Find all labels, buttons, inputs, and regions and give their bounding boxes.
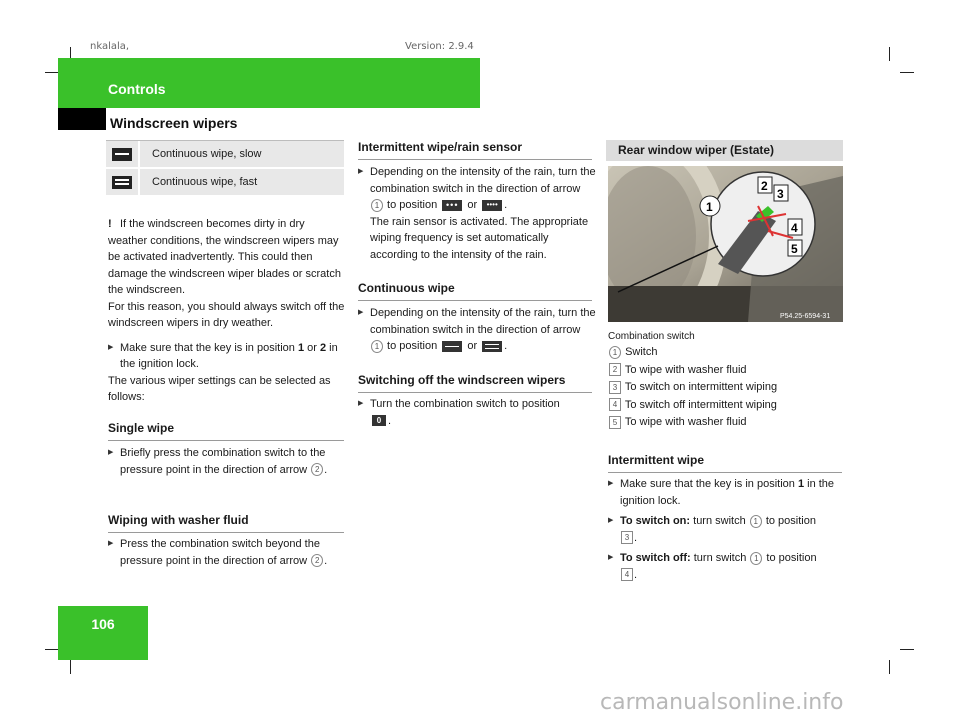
wipe-settings-table (106, 140, 344, 197)
table-row (106, 169, 344, 197)
header-tab (58, 108, 106, 130)
bullet-item (608, 513, 846, 546)
callout-2: 2 (761, 179, 768, 193)
continuous-text: Depending on the intensity of the rain, turn the combination switch in the direction of arrow (370, 307, 596, 336)
callout-4: 4 (791, 221, 798, 235)
rear-wiper-heading: Rear window wiper (Estate) (618, 143, 775, 157)
table-cell-label: Continuous wipe, fast (152, 176, 258, 188)
crop-mark (70, 660, 71, 674)
arrow-2-marker: 2 (311, 463, 323, 476)
single-wipe-heading: Single wipe (108, 421, 344, 441)
key-text-end: in the ignition lock. (120, 341, 338, 370)
callout-3: 3 (777, 187, 784, 201)
legend-number: 5 (609, 416, 621, 429)
settings-note: The various wiper settings can be selected as follows: (108, 374, 331, 403)
warning-text: weather conditions, the windscreen wipers may be activated inadvertently. This could then damage the windscreen wiper blades or scratch the windscreen. (108, 234, 341, 296)
arrow-2-marker: 2 (311, 554, 323, 567)
continuous-heading: Continuous wipe (358, 281, 592, 301)
or-text: or (464, 340, 481, 352)
watermark: carmanualsonline.info (600, 690, 844, 715)
bullet-item (358, 164, 596, 214)
legend-text: Switch (625, 346, 658, 358)
washer-instruction (108, 536, 346, 569)
photo-caption: Combination switch (608, 331, 695, 342)
legend-text: To switch off intermittent wiping (624, 398, 777, 411)
key-text-end: in the ignition lock. (620, 478, 835, 507)
warning-line: If the windscreen becomes dirty in dry (120, 218, 305, 230)
rain-sensor-icon (482, 200, 502, 211)
bullet-item (358, 305, 596, 355)
switch-off-instruction (358, 396, 596, 429)
version-meta: Version: 2.9.4 (405, 41, 474, 52)
intermittent-wipe-icon (442, 200, 462, 211)
section-title: Controls (108, 81, 166, 97)
to-position-text: to position (384, 340, 441, 352)
page-number-box (58, 606, 148, 660)
period: . (324, 554, 328, 567)
legend-number: 1 (609, 346, 621, 359)
legend-item (608, 397, 844, 415)
switch-on-text: turn switch (690, 515, 749, 527)
crop-mark (45, 72, 59, 73)
legend-text: To wipe with washer fluid (624, 416, 747, 428)
author-meta: nkalala, (90, 41, 130, 52)
key-or: or (304, 341, 317, 354)
key-position: 1 (797, 478, 805, 490)
key-text: Make sure that the key is in position (120, 341, 298, 354)
key-instruction (108, 340, 346, 373)
key-position-1: 1 (297, 341, 305, 354)
position-zero-icon (372, 415, 386, 426)
washer-text: Press the combination switch beyond the pressure point in the direction of arrow (120, 538, 320, 567)
subsection-title: Windscreen wipers (110, 115, 238, 131)
switch-on-label: To switch on: (620, 515, 691, 527)
slow-wipe-icon (442, 341, 462, 352)
legend-number: 4 (609, 398, 621, 411)
crop-mark (889, 660, 890, 674)
arrow-1-marker: 1 (371, 199, 383, 212)
combination-switch-illustration (608, 166, 843, 322)
crop-mark (900, 649, 914, 650)
position-4-marker: 4 (621, 568, 633, 581)
fast-wipe-icon (112, 176, 132, 189)
legend-number: 3 (609, 381, 621, 394)
section-header-bar (58, 58, 480, 108)
rear-intermittent-instructions (608, 476, 846, 583)
to-position-text: to position (763, 552, 817, 564)
warning-note (108, 216, 346, 299)
warning-icon: ! (108, 218, 112, 230)
single-wipe-instruction (108, 445, 346, 478)
slow-wipe-icon (112, 148, 132, 161)
crop-mark (889, 47, 890, 61)
rain-sensor-note: The rain sensor is activated. The appropriate wiping frequency is set automatically according to the intensity of the rain. (370, 215, 589, 261)
rear-intermittent-heading: Intermittent wipe (608, 453, 842, 473)
continuous-instruction (358, 305, 596, 355)
legend-text: To switch on intermittent wiping (624, 381, 778, 393)
period: . (634, 568, 638, 581)
table-row (106, 141, 344, 169)
period: . (504, 199, 508, 211)
period: . (634, 531, 638, 544)
crop-mark (45, 649, 59, 650)
bullet-item (108, 536, 346, 569)
fast-wipe-icon (482, 341, 502, 352)
intermittent-instruction (358, 164, 596, 263)
legend-item (608, 344, 844, 362)
key-text: Make sure that the key is in position (620, 478, 798, 490)
legend-text: To wipe with washer fluid (624, 363, 747, 376)
legend-item (608, 379, 844, 397)
warning-advice: For this reason, you should always switch off the windscreen wipers in dry weather. (108, 300, 345, 329)
legend-item (608, 414, 844, 432)
position-3-marker: 3 (621, 531, 633, 544)
legend-number: 2 (609, 363, 621, 376)
arrow-1-marker: 1 (371, 340, 383, 353)
legend-item (608, 362, 844, 380)
key-position-2: 2 (319, 341, 327, 354)
legend-list (608, 344, 844, 432)
column-left (108, 216, 346, 406)
washer-heading: Wiping with washer fluid (108, 513, 344, 533)
callout-1: 1 (706, 200, 713, 214)
crop-mark (900, 72, 914, 73)
photo-code: P54.25-6594-31 (780, 313, 831, 320)
symbol-cell (106, 141, 140, 167)
switch-off-label: To switch off: (620, 552, 691, 564)
intermittent-text: Depending on the intensity of the rain, turn the combination switch in the direction of arrow (370, 166, 596, 195)
table-cell-label: Continuous wipe, slow (152, 148, 262, 160)
callout-5: 5 (791, 242, 798, 256)
symbol-cell (106, 169, 140, 195)
switch-1-marker: 1 (750, 515, 762, 528)
bullet-item (358, 396, 596, 429)
single-wipe-text: Briefly press the combination switch to the pressure point in the direction of arrow (120, 447, 326, 476)
bullet-item (108, 445, 346, 478)
period: . (504, 340, 508, 352)
intermittent-heading: Intermittent wipe/rain sensor (358, 140, 592, 160)
switch-off-text: turn switch (690, 552, 750, 564)
page-number: 106 (91, 616, 115, 632)
switch-1-marker: 1 (750, 552, 762, 565)
switch-off-heading: Switching off the windscreen wipers (358, 373, 592, 393)
period: . (388, 414, 392, 427)
bullet-item (608, 476, 846, 509)
combination-switch-photo (608, 166, 843, 322)
period: . (324, 463, 328, 476)
bullet-item (608, 550, 846, 583)
rear-wiper-heading-bar (606, 140, 843, 161)
to-position-text: to position (762, 515, 816, 527)
switch-off-text: Turn the combination switch to position (370, 398, 560, 410)
to-position-text: to position (384, 199, 441, 211)
or-text: or (464, 199, 481, 211)
